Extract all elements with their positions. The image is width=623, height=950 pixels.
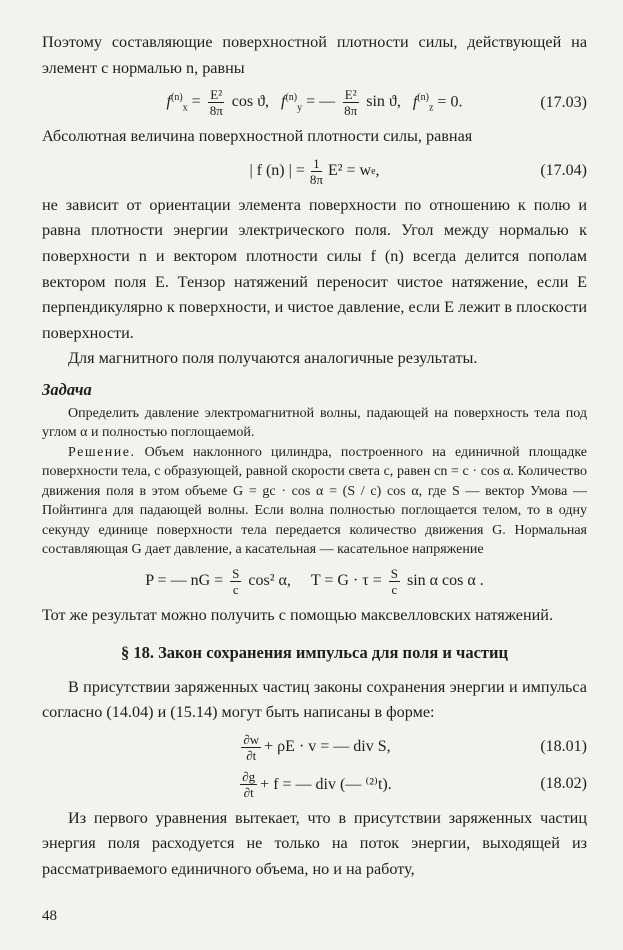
book-page: [42, 30, 587, 883]
eq1703-fx: $f^{(n)}_x$ = $\frac{\text{E²}}{8\pi}$ cos ϑ,: [166, 87, 270, 119]
task-solution: [42, 443, 587, 560]
page-number: 48: [42, 908, 57, 924]
equation-17-03: [42, 87, 587, 118]
eq1703-fy: $f^{(n)}_y$ = — $\frac{\text{E²}}{8\pi}$ sin ϑ,: [281, 87, 401, 119]
paragraph-first-equation: Из первого уравнения вытекает, что в присутствии заряженных частиц энергия поля расходуется не только на поток энергии, выходящей из рассматриваемого единичного объема, но и на работу,: [42, 808, 587, 878]
task-heading: Задача: [42, 379, 92, 399]
equation-17-04: | f (n) | = $\frac{1}{8\pi}$ E² = w e , (17.04): [249, 155, 587, 187]
solution-label: Решение.: [68, 444, 136, 460]
paragraph-maxwell: Тот же результат можно получить с помощью максвелловских натяжений.: [42, 605, 554, 624]
eq-pressure-normal: P = — nG = $\frac{S}{c}$ cos² α,: [145, 565, 291, 597]
equation-pressure: [42, 566, 587, 597]
section-heading: § 18. Закон сохранения импульса для поля и частиц: [120, 642, 509, 662]
equation-number: (17.04): [540, 162, 587, 180]
eq-pressure-tangential: T = G · τ = $\frac{S}{c}$ sin α cos α .: [310, 565, 484, 597]
equation-18-01: $\frac{\partial w}{\partial t}$ + ρE · v = — div S, (18.01): [243, 731, 587, 763]
equation-18-02: $\frac{\partial g}{\partial t}$ + f = — div (— ⁽²⁾t). (18.02): [242, 768, 587, 800]
paragraph-conservation: В присутствии заряженных частиц законы сохранения энергии и импульса согласно (14.04) и (15.14) могут быть написаны в форме:: [42, 677, 587, 722]
paragraph-intro: Поэтому составляющие поверхностной плотности силы, действующей на элемент с нормалью n, равны: [42, 33, 587, 77]
eq1703-fz: $f^{(n)}_z = 0$.: [412, 91, 463, 114]
equation-number: (18.02): [540, 775, 587, 793]
paragraph-magnetic: Для магнитного поля получаются аналогичные результаты.: [68, 349, 478, 368]
equation-number: (18.01): [540, 738, 587, 756]
paragraph-orientation: не зависит от ориентации элемента поверхности по отношению к полю и равна плотности энергии электрического поля. Угол между нормалью к поверхности n и вектором плотности силы f (n) всегда делится пополам вектором поля E. Тензор натяжений переносит чистое натяжение, если E перпендикулярно к поверхности, и чистое давление, если E лежит в плоскости поверхности.: [42, 195, 587, 342]
paragraph-absolute-value: Абсолютная величина поверхностной плотности силы, равная: [42, 127, 473, 146]
solution-text: Объем наклонного цилиндра, построенного на единичной площадке поверхности тела, с образующей, равной скорости света c, равен cn = c · cos α. Количество движения поля в этом объеме G = gc · cos α = (S / c) cos α, где S — вектор Умова — Пойнтинга для падающей волны. Если волна полностью поглощается телом, то в одну секунду единице поверхности тела передается количество движения G. Нормальная составляющая G дает давление, а касательная — касательное напряжение: [42, 444, 588, 558]
task-statement: Определить давление электромагнитной волны, падающей на поверхность тела под углом α и полностью поглощаемой.: [42, 405, 587, 441]
equation-number: (17.03): [540, 93, 587, 111]
